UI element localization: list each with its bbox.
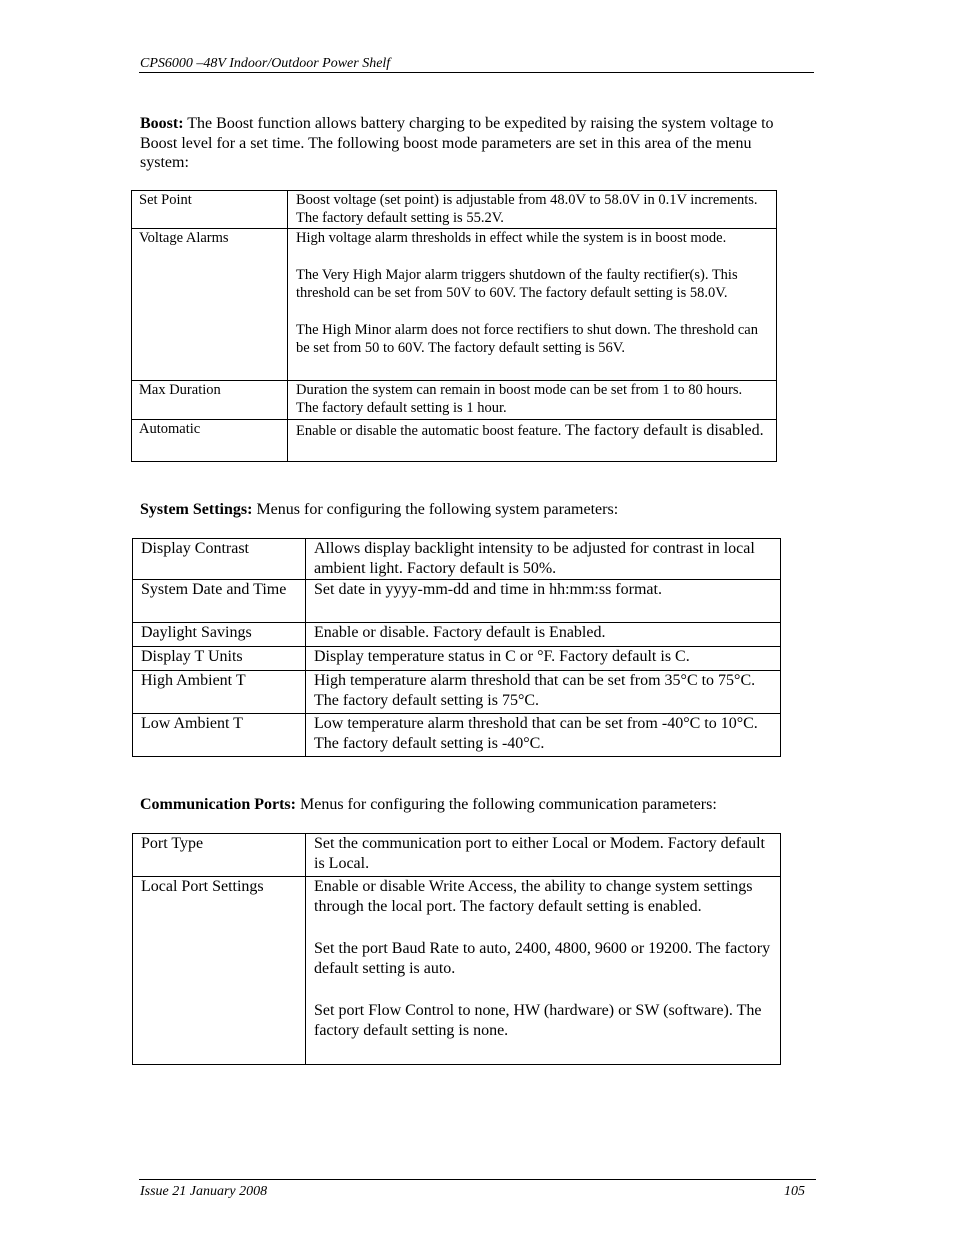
comm-ports-heading: Communication Ports: (140, 796, 296, 813)
table-row (133, 671, 781, 714)
param-name: High Ambient T (133, 671, 306, 714)
desc-text: Set port Flow Control to none, HW (hardware) or SW (software). The factory default setting is none. (314, 1002, 762, 1039)
desc-text: Boost voltage (set point) is adjustable from 48.0V to 58.0V in 0.1V increments. The factory default setting is 55.2V. (296, 192, 758, 226)
desc-text: The Very High Major alarm triggers shutdown of the faulty rectifier(s). This threshold can be set from 50V to 60V. The factory default setting is 58.0V. (296, 267, 738, 301)
param-name: Set Point (132, 191, 288, 229)
desc-text: Duration the system can remain in boost mode can be set from 1 to 80 hours. The factory default setting is 1 hour. (296, 382, 743, 416)
param-desc (288, 229, 777, 381)
param-name: System Date and Time (133, 580, 306, 623)
param-name: Port Type (133, 834, 306, 877)
param-desc (306, 834, 781, 877)
table-row (132, 229, 777, 381)
desc-text: Set the communication port to either Local or Modem. Factory default is Local. (314, 835, 765, 872)
param-name: Voltage Alarms (132, 229, 288, 381)
comm-ports-intro-text: Menus for configuring the following communication parameters: (295, 796, 717, 813)
param-name: Daylight Savings (133, 623, 306, 647)
param-name: Low Ambient T (133, 714, 306, 757)
footer-rule (139, 1179, 816, 1180)
comm-ports-table (132, 833, 781, 1065)
param-name: Local Port Settings (133, 877, 306, 1065)
page-number: 105 (784, 1184, 805, 1199)
table-row (133, 623, 781, 647)
param-desc: High temperature alarm threshold that can be set from 35°C to 75°C. The factory default setting is 75°C. (306, 671, 781, 714)
param-name: Automatic (132, 420, 288, 462)
comm-ports-intro (140, 795, 800, 815)
table-row (133, 877, 781, 1065)
system-settings-table (132, 538, 781, 757)
desc-text: Set the port Baud Rate to auto, 2400, 4800, 9600 or 19200. The factory default setting is auto. (314, 940, 771, 977)
param-desc (306, 877, 781, 1065)
param-desc: Set date in yyyy-mm-dd and time in hh:mm:ss format. (306, 580, 781, 623)
table-row (133, 714, 781, 757)
system-settings-intro (140, 500, 800, 520)
desc-text: The High Minor alarm does not force rectifiers to shut down. The threshold can be set from 50 to 60V. The factory default setting is 56V. (296, 322, 758, 356)
system-settings-heading: System Settings: (140, 501, 253, 518)
desc-text: Enable or disable the automatic boost feature. (296, 423, 562, 439)
param-name: Display T Units (133, 647, 306, 671)
boost-intro-text: The Boost function allows battery charging to be expedited by raising the system voltage to Boost level for a set time. The following boost mode parameters are set in this area of the menu system: (140, 115, 774, 171)
desc-text: The factory default is disabled. (561, 422, 764, 439)
table-row (132, 191, 777, 229)
param-desc: Low temperature alarm threshold that can be set from -40°C to 10°C. The factory default setting is -40°C. (306, 714, 781, 757)
system-settings-intro-text: Menus for configuring the following system parameters: (252, 501, 619, 518)
param-desc (288, 420, 777, 462)
table-row (133, 580, 781, 623)
footer-issue: Issue 21 January 2008 (140, 1184, 268, 1199)
desc-text: Enable or disable Write Access, the ability to change system settings through the local port. The factory default setting is enabled. (314, 878, 753, 915)
table-row (133, 647, 781, 671)
running-header: CPS6000 –48V Indoor/Outdoor Power Shelf (140, 56, 391, 71)
param-desc: Display temperature status in C or °F. Factory default is C. (306, 647, 781, 671)
boost-intro (140, 114, 800, 173)
table-row (132, 381, 777, 420)
param-desc (288, 381, 777, 420)
param-desc: Allows display backlight intensity to be adjusted for contrast in local ambient light. Factory default is 50%. (306, 539, 781, 580)
param-desc: Enable or disable. Factory default is Enabled. (306, 623, 781, 647)
param-name: Display Contrast (133, 539, 306, 580)
boost-heading: Boost: (140, 115, 184, 132)
header-rule (139, 72, 814, 73)
desc-text: High voltage alarm thresholds in effect while the system is in boost mode. (296, 230, 727, 246)
boost-table (131, 190, 777, 462)
param-name: Max Duration (132, 381, 288, 420)
table-row (133, 834, 781, 877)
table-row (132, 420, 777, 462)
param-desc (288, 191, 777, 229)
table-row (133, 539, 781, 580)
